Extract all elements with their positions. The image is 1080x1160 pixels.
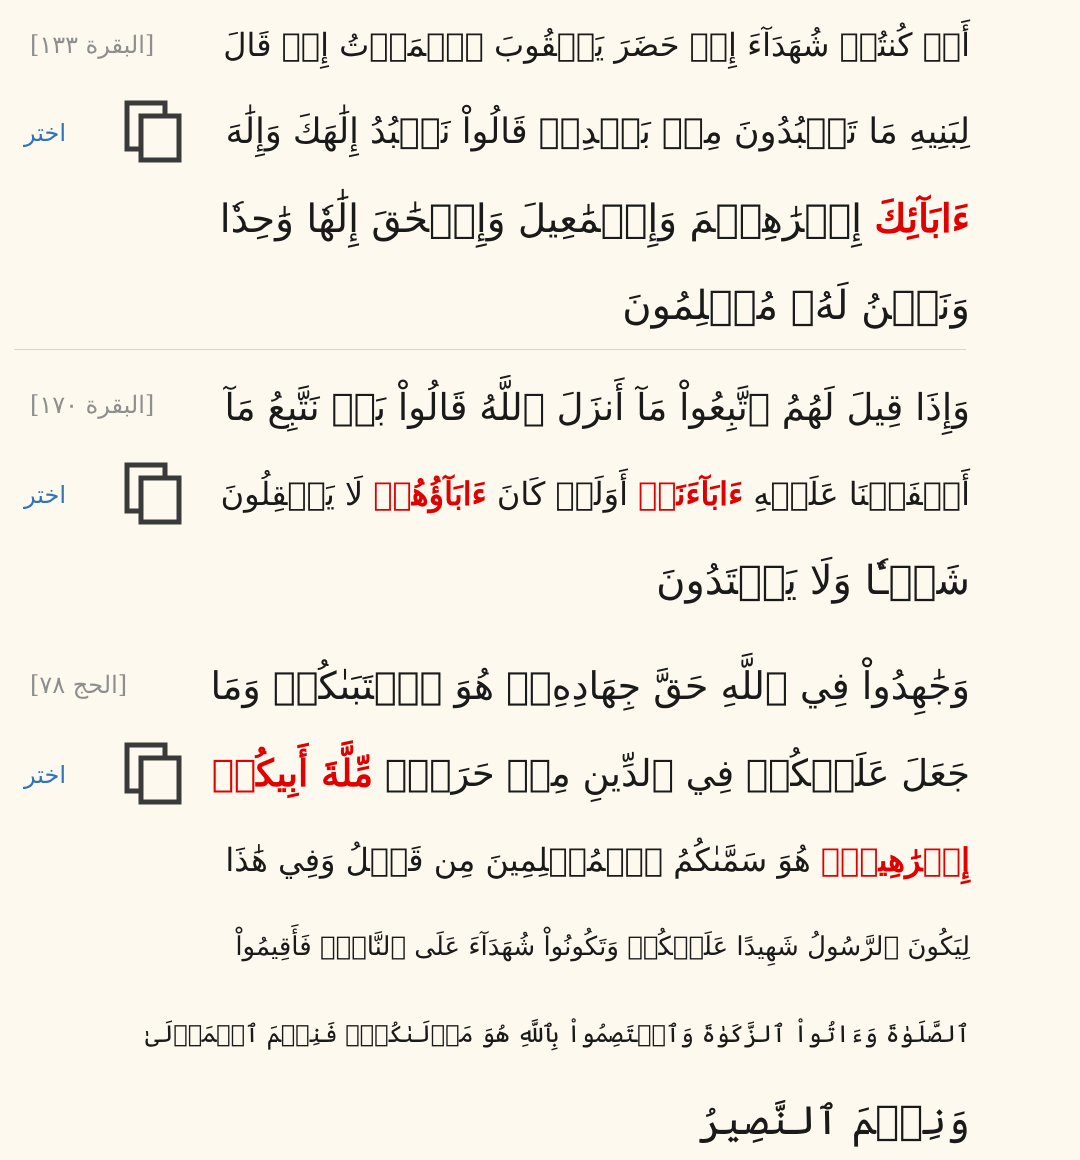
verse-segment: أَمۡ كُنتُمۡ شُهَدَآءَ إِذۡ حَضَرَ يَعۡقُوبَ ٱلۡمَوۡتُ إِذۡ قَالَ — [223, 26, 970, 64]
verse-line — [210, 730, 970, 817]
copy-icon — [124, 742, 184, 806]
verse-text — [210, 364, 970, 625]
verse-line — [210, 904, 970, 991]
highlighted-word: ءَابَآئِكَ — [874, 196, 970, 242]
verse-line — [145, 991, 970, 1078]
select-link[interactable]: اختر — [24, 481, 66, 509]
verse-line — [210, 89, 970, 176]
highlighted-word: إِبۡرَٰهِيمَۚ — [820, 841, 970, 879]
verse-line — [210, 364, 970, 451]
verse-reference: [البقرة ١٧٠] — [30, 391, 155, 419]
select-link[interactable]: اختر — [24, 761, 66, 789]
verse-reference: [الحج ٧٨] — [30, 671, 128, 699]
verse-reference: [البقرة ١٣٣] — [30, 31, 155, 59]
highlighted-word: ءَابَآؤُهُمۡ — [373, 475, 487, 513]
verse-text — [210, 2, 970, 350]
verse-segment: وَنِعۡمَ ٱلنَّصِيرُ — [698, 1098, 970, 1144]
copy-button[interactable] — [124, 742, 184, 806]
verse-text — [145, 643, 970, 1160]
copy-icon — [124, 100, 184, 164]
verse-line — [210, 263, 970, 350]
verse-segment: أَلۡفَيۡنَا عَلَيۡهِ — [743, 475, 970, 513]
divider — [14, 349, 966, 350]
verse-segment: لِيَكُونَ ٱلرَّسُولُ شَهِيدًا عَلَيۡكُمۡ وَتَكُونُواْ شُهَدَآءَ عَلَى ٱلنَّاسِۚ فَأَقِيمُواْ — [235, 932, 970, 962]
verse-segment: جَعَلَ عَلَيۡكُمۡ فِي ٱلدِّينِ مِنۡ حَرَجٖۚ — [373, 752, 970, 795]
copy-icon — [124, 462, 184, 526]
copy-button[interactable] — [124, 100, 184, 164]
verse-line — [210, 176, 970, 263]
verse-segment: وَنَحۡنُ لَهُۥ مُسۡلِمُونَ — [622, 283, 970, 329]
verse-segment: وَإِذَا قِيلَ لَهُمُ ٱتَّبِعُواْ مَآ أَنزَلَ ٱللَّهُ قَالُواْ بَلۡ نَتَّبِعُ مَآ — [224, 386, 970, 429]
verse-segment: وَجَٰهِدُواْ فِي ٱللَّهِ حَقَّ جِهَادِهِۦۚ هُوَ ٱجۡتَبَىٰكُمۡ وَمَا — [210, 664, 970, 708]
verse-segment: أَوَلَوۡ كَانَ — [486, 475, 639, 513]
verse-segment: لَا يَعۡقِلُونَ — [220, 475, 374, 513]
highlighted-word: ءَابَآءَنَآۚ — [638, 475, 744, 513]
verse-line — [210, 1078, 970, 1160]
verse-line — [210, 643, 970, 730]
verse-segment: إِبۡرَٰهِـۧمَ وَإِسۡمَٰعِيلَ وَإِسۡحَٰقَ إِلَٰهٗا وَٰحِدٗا — [219, 197, 875, 242]
verse-line — [210, 817, 970, 904]
copy-button[interactable] — [124, 462, 184, 526]
verse-segment: هُوَ سَمَّىٰكُمُ ٱلۡمُسۡلِمِينَ مِن قَبۡلُ وَفِي هَٰذَا — [225, 841, 821, 879]
verse-segment: لِبَنِيهِ مَا تَعۡبُدُونَ مِنۢ بَعۡدِيۖ قَالُواْ نَعۡبُدُ إِلَٰهَكَ وَإِلَٰهَ — [225, 112, 970, 152]
verse-line — [210, 451, 970, 538]
select-link[interactable]: اختر — [24, 119, 66, 147]
verse-segment: شَيۡـٔٗا وَلَا يَهۡتَدُونَ — [656, 558, 970, 604]
highlighted-word: مِّلَّةَ أَبِيكُمۡ — [211, 751, 374, 795]
verse-line — [210, 2, 970, 89]
verse-line — [210, 538, 970, 625]
verse-segment: ٱلصَّلَوٰةَ وَءَاتُواْ ٱلزَّكَوٰةَ وَٱعۡتَصِمُواْ بِٱللَّهِ هُوَ مَوۡلَىٰكُمۡۖ فَنِعۡمَ ٱلۡمَوۡلَىٰ — [145, 1020, 970, 1048]
